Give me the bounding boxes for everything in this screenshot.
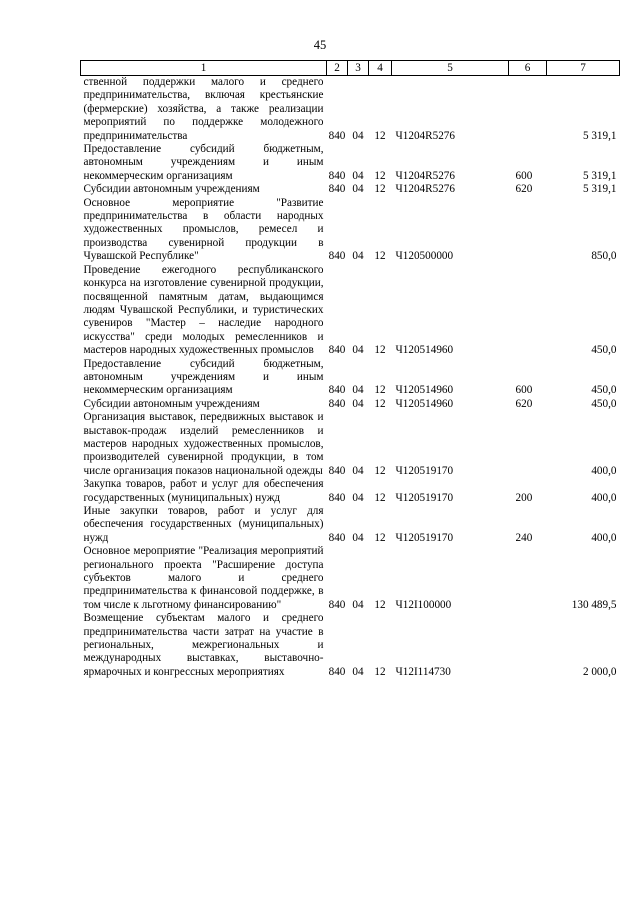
row-vr [509,197,547,264]
row-sum: 400,0 [591,464,617,477]
row-pr: 12 [374,598,386,611]
row-gr: 840 [328,464,346,477]
row-name: Субсидии автономным учреждениям [83,397,260,410]
header-row [81,61,620,76]
row-pr: 12 [374,665,386,678]
budget-table [80,60,620,679]
row-gr: 840 [328,531,346,544]
row-csr: Ч1204R5276 [395,183,455,196]
row-vr [509,76,547,144]
table-row [81,264,620,358]
row-pr: 12 [374,250,386,263]
row-rz: 04 [352,344,364,357]
row-sum: 2 000,0 [582,665,617,678]
row-rz: 04 [352,531,364,544]
table-row [81,545,620,612]
row-gr: 840 [328,129,346,142]
row-rz: 04 [352,491,364,504]
table-row [81,505,620,545]
column-header: 6 [509,61,547,76]
row-gr: 840 [328,397,346,410]
row-csr: Ч12I100000 [395,598,452,611]
row-vr: 620 [515,397,533,410]
column-header: 5 [392,61,509,76]
table-row [81,478,620,505]
page-number: 45 [313,38,327,52]
row-gr: 840 [328,665,346,678]
table-row [81,612,620,679]
row-rz: 04 [352,169,364,182]
row-vr: 620 [515,183,533,196]
row-rz: 04 [352,397,364,410]
row-csr: Ч120519170 [395,491,454,504]
row-sum: 5 319,1 [582,129,617,142]
row-gr: 840 [328,250,346,263]
row-name: Основное мероприятие "Развитие предпринимательства в области народных художественных промыслов, ремесел и производства сувенирной продукции в Чувашской Республике" [83,196,324,263]
row-vr: 600 [515,384,533,397]
row-csr: Ч120500000 [395,250,454,263]
row-rz: 04 [352,250,364,263]
row-pr: 12 [374,344,386,357]
row-name: Предоставление субсидий бюджетным, автономным учреждениям и иным некоммерческим организациям [83,143,324,182]
row-pr: 12 [374,464,386,477]
row-vr [509,264,547,358]
table-row [81,143,620,183]
row-pr: 12 [374,129,386,142]
row-pr: 12 [374,397,386,410]
row-gr: 840 [328,491,346,504]
table-row [81,183,620,196]
row-name: Субсидии автономным учреждениям [83,183,260,196]
row-csr: Ч120514960 [395,397,454,410]
row-csr: Ч1204R5276 [395,169,455,182]
row-vr [509,545,547,612]
row-vr: 600 [515,169,533,182]
row-name: Предоставление субсидий бюджетным, автономным учреждениям и иным некоммерческим организациям [83,357,324,397]
row-vr: 200 [515,491,533,504]
row-csr: Ч120519170 [395,531,454,544]
row-gr: 840 [328,384,346,397]
row-csr: Ч12I114730 [395,665,451,678]
row-csr: Ч120519170 [395,464,454,477]
row-sum: 5 319,1 [582,169,617,182]
row-vr [509,612,547,679]
row-sum: 450,0 [591,344,617,357]
row-csr: Ч1204R5276 [395,129,455,142]
row-pr: 12 [374,183,386,196]
row-name: Организация выставок, передвижных выставок и выставок-продаж изделий ремесленников и мастеров народных художественных промыслов, производителей сувенирной продукции, в том числе организация показов национальной одежды [83,411,324,477]
row-sum: 850,0 [591,250,617,263]
row-csr: Ч120514960 [395,384,454,397]
row-sum: 130 489,5 [571,598,617,611]
table-row [81,358,620,398]
row-gr: 840 [328,183,346,196]
row-name: Закупка товаров, работ и услуг для обеспечения государственных (муниципальных) нужд [83,478,324,504]
row-gr: 840 [328,169,346,182]
row-pr: 12 [374,491,386,504]
row-name: Иные закупки товаров, работ и услуг для обеспечения государственных (муниципальных) нужд [83,505,324,544]
row-pr: 12 [374,169,386,182]
column-header: 7 [547,61,620,76]
row-sum: 400,0 [591,531,617,544]
row-name: Возмещение субъектам малого и среднего предпринимательства части затрат на участие в региональных, межрегиональных и международных выставках, выставочно-ярмарочных и конгрессных мероприятиях [83,612,324,678]
row-sum: 400,0 [591,491,617,504]
column-header: 4 [369,61,392,76]
column-header: 2 [327,61,348,76]
row-csr: Ч120514960 [395,344,454,357]
row-gr: 840 [328,598,346,611]
row-pr: 12 [374,531,386,544]
row-rz: 04 [352,183,364,196]
row-rz: 04 [352,665,364,678]
column-header: 3 [348,61,369,76]
row-rz: 04 [352,598,364,611]
row-rz: 04 [352,129,364,142]
row-rz: 04 [352,384,364,397]
row-name: Проведение ежегодного республиканского конкурса на изготовление сувенирной продукции, посвященной памятным датам, выдающимся людям Чувашской Республики, и туристических сувениров "Мастер – наследие народного искусства" среди молодых ремесленников и мастеров народных художественных промыслов [83,263,324,357]
row-sum: 450,0 [591,384,617,397]
row-gr: 840 [328,344,346,357]
row-rz: 04 [352,464,364,477]
row-name: ственной поддержки малого и среднего предпринимательства, включая крестьянские (фермерские) хозяйства, а также реализации мероприятий по поддержке молодежного предпринимательства [83,76,324,142]
row-vr: 240 [515,531,533,544]
row-vr [509,411,547,478]
row-pr: 12 [374,384,386,397]
table-row [81,398,620,411]
table-row [81,411,620,478]
table-row [81,76,620,144]
table-row [81,197,620,264]
row-name: Основное мероприятие "Реализация мероприятий регионального проекта "Расширение доступа субъектов малого и среднего предпринимательства к финансовой поддержке, в том числе к льготному финансированию" [83,545,324,611]
row-sum: 450,0 [591,397,617,410]
row-sum: 5 319,1 [582,183,617,196]
column-header: 1 [81,61,327,76]
